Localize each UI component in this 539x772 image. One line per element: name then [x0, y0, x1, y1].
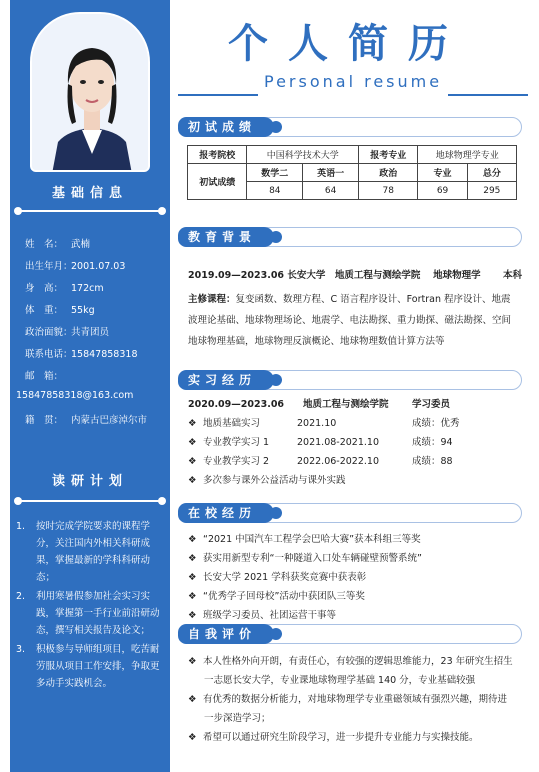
info-hometown: 籍 贯： 内蒙古巴彦淖尔市 — [25, 415, 148, 426]
diamond-bullet-icon: ❖ — [188, 418, 197, 429]
info-weight: 体 重： 55kg — [25, 305, 95, 316]
basic-info-title: 基础信息 — [51, 186, 128, 201]
internship-result: 成绩：优秀 — [412, 418, 460, 429]
self-item: ❖ 希望可以通过研究生阶段学习，进一步提升专业能力与实操技能。 — [188, 728, 516, 747]
school-item: ❖ “2021 中国汽车工程学会巴哈大赛”获本科组三等奖 — [188, 530, 421, 549]
internship-role: 学习委员 — [412, 399, 451, 410]
subject: 政治 — [359, 164, 418, 182]
major-label: 报考专业 — [359, 146, 418, 164]
diamond-bullet-icon: ❖ — [188, 437, 197, 448]
study-plan-list — [16, 518, 166, 694]
internship-date: 2022.06-2022.10 — [297, 456, 379, 467]
internship-result: 成绩：88 — [412, 456, 453, 467]
major-value: 地球物理学专业 — [418, 146, 517, 164]
divider — [16, 210, 164, 212]
diamond-bullet-icon: ❖ — [188, 732, 197, 743]
study-plan-title: 读研计划 — [51, 474, 128, 489]
internship-row: ❖ 专业教学实习 1 — [188, 433, 269, 452]
plan-item: 2. 利用寒暑假参加社会实习实践，掌握第一手行业前沿研动态，撰写相关报告及论文； — [16, 591, 160, 636]
diamond-bullet-icon: ❖ — [188, 694, 197, 705]
school-value: 中国科学技术大学 — [247, 146, 359, 164]
subject: 总分 — [467, 164, 516, 182]
info-height: 身 高： 172cm — [25, 283, 104, 294]
score-value: 78 — [359, 182, 418, 200]
school-item: ❖ 长安大学 2021 学科获奖竞赛中获表彰 — [188, 568, 366, 587]
diamond-bullet-icon: ❖ — [188, 656, 197, 667]
info-phone: 联系电话：15847858318 — [25, 349, 138, 360]
info-email: 15847858318@163.com — [16, 390, 134, 401]
school-item: ❖ 获实用新型专利“一种隧道入口处车辆碰壁预警系统” — [188, 549, 422, 568]
internship-college: 地质工程与测绘学院 — [303, 399, 389, 410]
diamond-bullet-icon: ❖ — [188, 456, 197, 467]
self-item: ❖ 本人性格外向开朗，有责任心，有较强的逻辑思维能力，23 年研究生招生一志愿长安大学，专业课地球物理学基础 140 分，专业基础较强 — [188, 652, 516, 690]
sidebar — [10, 0, 170, 772]
self-item: ❖ 有优秀的数据分析能力，对地球物理学专业重磁领域有强烈兴趣，期待进一步深造学习； — [188, 690, 516, 728]
internship-row: ❖ 地质基础实习 — [188, 414, 260, 433]
diamond-bullet-icon: ❖ — [188, 534, 197, 545]
internship-date: 2021.08-2021.10 — [297, 437, 379, 448]
subject: 数学二 — [247, 164, 303, 182]
plan-item: 3. 积极参与导师组项目，吃苦耐劳服从项目工作安排，争取更多动手实践机会。 — [16, 644, 160, 689]
section-header-school: 在校经历 — [178, 503, 522, 523]
internship-row: ❖ 专业教学实习 2 — [188, 452, 269, 471]
score-value: 295 — [467, 182, 516, 200]
title-english: Personal resume — [264, 72, 443, 91]
education-courses: 主修课程：复变函数、数理方程、C 语言程序设计、Fortran 程序设计、地震波理论基础、地球物理场论、地震学、电法勘探、重力勘探、磁法勘探、空间地球物理基础，地球物理反演概论、地球物理数值计算方法等 — [188, 294, 512, 347]
internship-period: 2020.09—2023.06 — [188, 399, 285, 410]
person-portrait — [32, 14, 150, 172]
score-row-label: 初试成绩 — [188, 164, 247, 200]
score-table — [187, 145, 517, 200]
profile-photo — [30, 12, 150, 172]
plan-item: 1. 按时完成学院要求的课程学分，关注国内外相关科研成果，掌握最新的学科科研动态； — [16, 521, 151, 583]
section-header-self: 自我评价 — [178, 624, 522, 644]
diamond-bullet-icon: ❖ — [188, 572, 197, 583]
internship-extra: ❖ 多次参与课外公益活动与课外实践 — [188, 471, 346, 490]
info-email-label: 邮 箱： — [25, 371, 64, 382]
info-political: 政治面貌：共青团员 — [25, 327, 110, 338]
diamond-bullet-icon: ❖ — [188, 475, 197, 486]
subject: 专业 — [418, 164, 467, 182]
score-value: 84 — [247, 182, 303, 200]
section-header-education: 教育背景 — [178, 227, 522, 247]
internship-date: 2021.10 — [297, 418, 337, 429]
header-line-right — [448, 94, 528, 96]
internship-result: 成绩：94 — [412, 437, 453, 448]
diamond-bullet-icon: ❖ — [188, 591, 197, 602]
subject: 英语一 — [303, 164, 359, 182]
info-birth: 出生年月：2001.07.03 — [25, 261, 126, 272]
diamond-bullet-icon: ❖ — [188, 553, 197, 564]
info-name: 姓 名： 武楠 — [25, 239, 91, 250]
school-label: 报考院校 — [188, 146, 247, 164]
title-chinese: 个人简历 — [228, 20, 468, 67]
header-line-left — [178, 94, 258, 96]
score-value: 69 — [418, 182, 467, 200]
diamond-bullet-icon: ❖ — [188, 610, 197, 621]
section-header-internship: 实习经历 — [178, 370, 522, 390]
section-header-scores: 初试成绩 — [178, 117, 522, 137]
education-line: 2019.09—2023.06 长安大学 地质工程与测绘学院 地球物理学 本科 — [188, 270, 522, 281]
score-value: 64 — [303, 182, 359, 200]
divider — [16, 500, 164, 502]
school-item: ❖ 班级学习委员、社团运营干事等 — [188, 606, 336, 625]
school-item: ❖ “优秀学子回母校”活动中获团队三等奖 — [188, 587, 365, 606]
